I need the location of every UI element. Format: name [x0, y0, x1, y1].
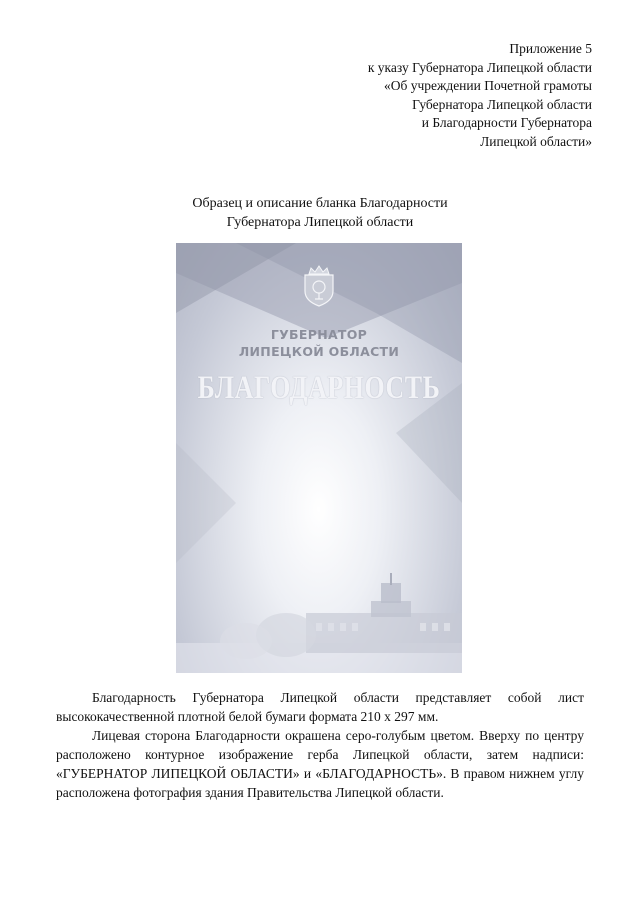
document-title [0, 195, 640, 232]
appendix-header [368, 40, 592, 151]
title-line-2: Губернатора Липецкой области [226, 214, 414, 230]
thanks-form-sample [176, 243, 462, 673]
title-line-1: Образец и описание бланка Благодарности [192, 196, 448, 211]
appendix-line: Липецкой области» [480, 133, 592, 149]
governor-label-line-2: ЛИПЕЦКОЙ ОБЛАСТИ [238, 344, 400, 359]
governor-label-line-1: ГУБЕРНАТОР [270, 327, 368, 342]
paragraph: Лицевая сторона Благодарности окрашена серо-голубым цветом. Вверху по центру расположено контурное изображение герба Липецкой области, затем надписи: «ГУБЕРНАТОР ЛИПЕЦКОЙ ОБЛАСТИ» и «БЛАГОДАРНОСТЬ». В правом нижнем углу расположена фотография здания Правительства Липецкой области. [56, 728, 584, 800]
thanks-heading: БЛАГОДАРНОСТЬ [197, 369, 441, 406]
appendix-line: и Благодарности Губернатора [421, 115, 592, 130]
appendix-line: Приложение 5 [509, 41, 592, 56]
paragraph: Благодарность Губернатора Липецкой области представляет собой лист высококачественной плотной белой бумаги формата 210 х 297 мм. [56, 690, 584, 724]
appendix-line: к указу Губернатора Липецкой области [367, 59, 592, 75]
appendix-line: Губернатора Липецкой области [412, 96, 592, 112]
appendix-line: «Об учреждении Почетной грамоты [383, 78, 592, 93]
description-text [56, 688, 584, 802]
government-building-icon [176, 573, 462, 673]
coat-of-arms-icon [301, 265, 337, 307]
